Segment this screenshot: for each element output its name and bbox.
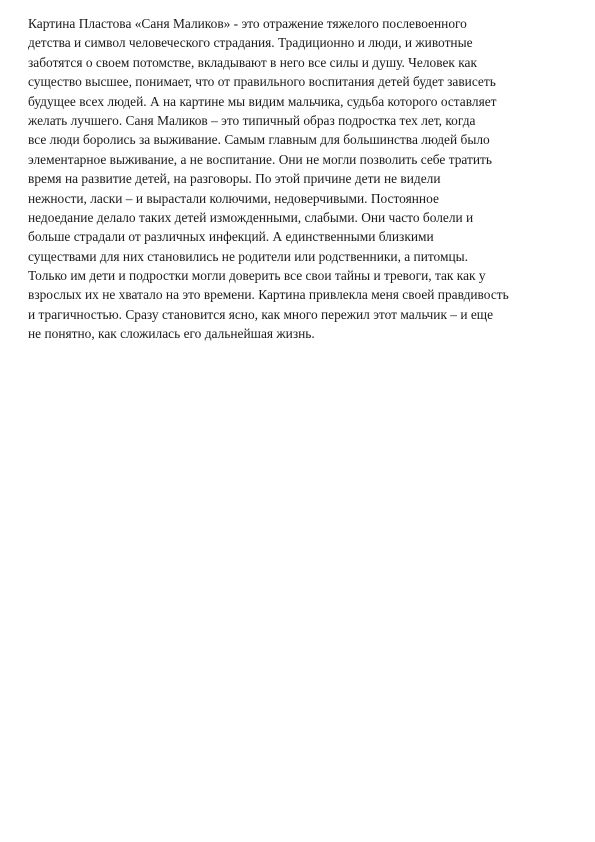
paragraph-line-12: больше страдали от различных инфекций. А единственными близкими xyxy=(28,229,434,245)
paragraph-line-13: существами для них становились не родители или родственники, а питомцы. xyxy=(28,248,468,264)
paragraph-line-9: время на развитие детей, на разговоры. По этой причине дети не видели xyxy=(28,171,441,187)
paragraph-line-3: заботятся о своем потомстве, вкладывают в него все силы и душу. Человек как xyxy=(28,54,477,70)
essay-paragraph xyxy=(28,14,573,344)
paragraph-line-2: детства и символ человеческого страдания. Традиционно и люди, и животные xyxy=(28,35,473,51)
paragraph-line-17: не понятно, как сложилась его дальнейшая жизнь. xyxy=(28,326,315,342)
paragraph-line-8: элементарное выживание, а не воспитание. Они не могли позволить себе тратить xyxy=(28,151,492,167)
paragraph-line-16: и трагичностью. Сразу становится ясно, как много пережил этот мальчик – и еще xyxy=(28,306,494,322)
paragraph-line-7: все люди боролись за выживание. Самым главным для большинства людей было xyxy=(28,132,490,148)
paragraph-line-10: нежности, ласки – и вырастали колючими, недоверчивыми. Постоянное xyxy=(28,190,439,206)
paragraph-line-1: Картина Пластова «Саня Маликов» - это отражение тяжелого послевоенного xyxy=(28,16,467,31)
paragraph-line-5: будущее всех людей. А на картине мы видим мальчика, судьба которого оставляет xyxy=(28,93,497,109)
paragraph-line-6: желать лучшего. Саня Маликов – это типичный образ подростка тех лет, когда xyxy=(28,112,476,128)
paragraph-line-15: взрослых их не хватало на это времени. Картина привлекла меня своей правдивость xyxy=(28,287,509,303)
paragraph-line-11: недоедание делало таких детей изможденными, слабыми. Они часто болели и xyxy=(28,209,474,225)
paragraph-line-4: существо высшее, понимает, что от правильного воспитания детей будет зависеть xyxy=(28,74,496,90)
paragraph-line-14: Только им дети и подростки могли доверить все свои тайны и тревоги, так как у xyxy=(28,268,486,284)
